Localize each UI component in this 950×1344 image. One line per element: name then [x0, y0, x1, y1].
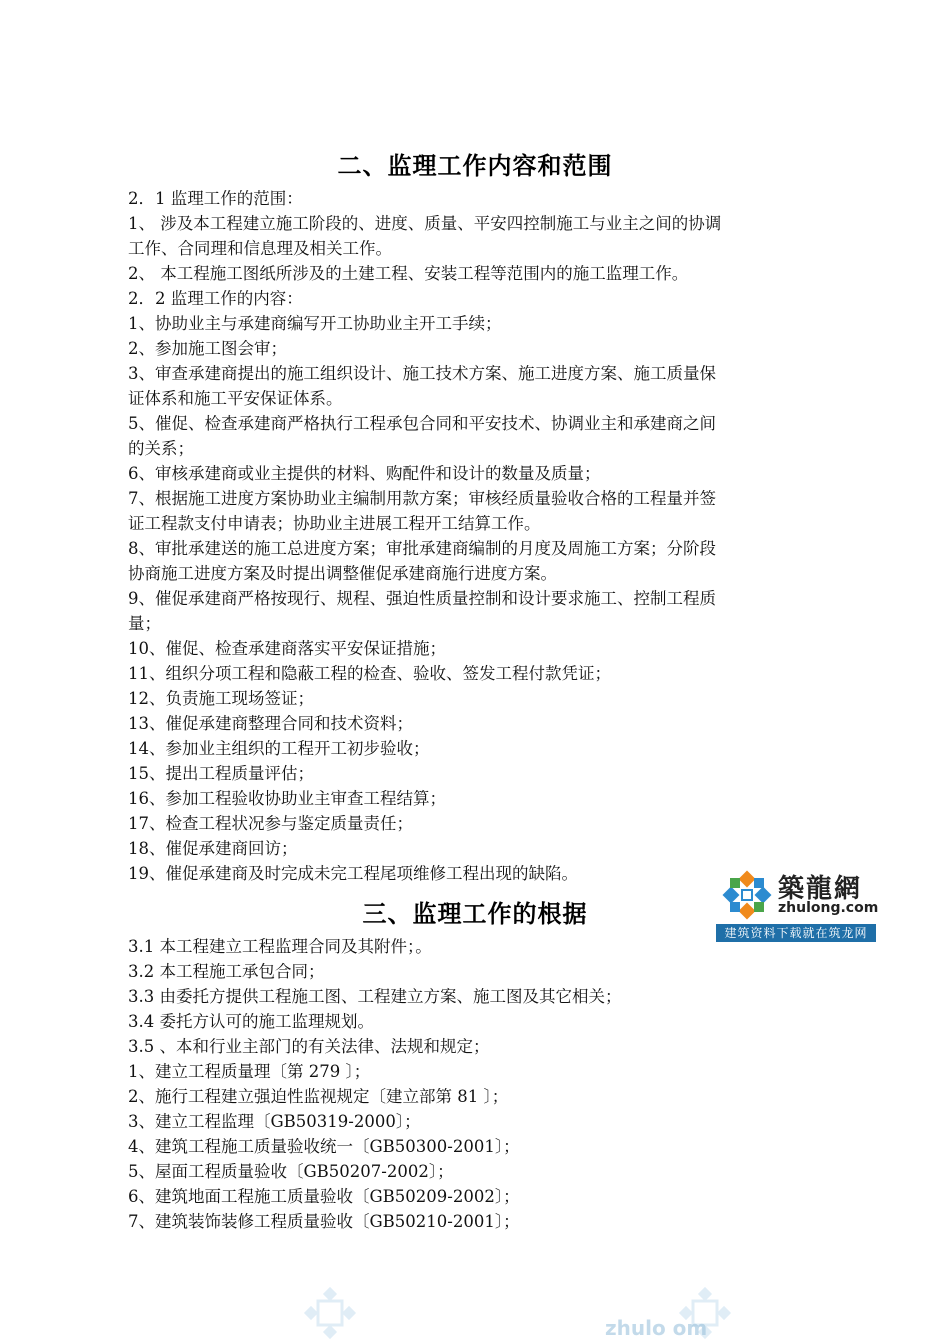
text-line: 3.2 本工程施工承包合同； [128, 962, 325, 981]
text-line: 3.5 、本和行业主部门的有关法律、法规和规定； [128, 1037, 490, 1056]
text-line: 3.1 本工程建立工程监理合同及其附件；。 [128, 937, 432, 956]
section-3-heading: 三、监理工作的根据 [362, 900, 588, 928]
text-line: 19、催促承建商及时完成未完工程尾项维修工程出现的缺陷。 [128, 864, 578, 883]
zhulong-logo [716, 866, 879, 942]
text-line: 8、审批承建送的施工总进度方案；审批承建商编制的月度及周施工方案；分阶段 [128, 539, 716, 558]
text-line: 1、协助业主与承建商编写开工协助业主开工手续； [128, 314, 502, 333]
text-line: 10、催促、检查承建商落实平安保证措施； [128, 639, 446, 658]
logo-slogan: 建筑资料下载就在筑龙网 [716, 924, 876, 942]
text-line: 证体系和施工平安保证体系。 [128, 389, 343, 408]
text-line: 12、负责施工现场签证； [128, 689, 314, 708]
text-line: 6、建筑地面工程施工质量验收〔GB50209-2002〕； [128, 1187, 520, 1206]
text-line: 的关系； [128, 439, 194, 458]
text-line: 2、 本工程施工图纸所涉及的土建工程、安装工程等范围内的施工监理工作。 [128, 264, 689, 283]
text-line: 5、催促、检查承建商严格执行工程承包合同和平安技术、协调业主和承建商之间 [128, 414, 716, 433]
text-line: 11、组织分项工程和隐蔽工程的检查、验收、签发工程付款凭证； [128, 664, 611, 683]
text-line: 13、催促承建商整理合同和技术资料； [128, 714, 413, 733]
text-line: 17、检查工程状况参与鉴定质量责任； [128, 814, 413, 833]
section-2-heading: 二、监理工作内容和范围 [337, 152, 613, 180]
text-line: 2．2 监理工作的内容： [128, 289, 303, 308]
logo-domain: zhulong.com [778, 900, 879, 916]
zhulong-snowflake-icon [720, 868, 774, 922]
text-line: 2．1 监理工作的范围： [128, 189, 303, 208]
text-line: 16、参加工程验收协助业主审查工程结算； [128, 789, 446, 808]
text-line: 7、建筑装饰装修工程质量验收〔GB50210-2001〕； [128, 1212, 520, 1231]
text-line: 1、建立工程质量理〔第 279 〕； [128, 1062, 371, 1081]
text-line: 6、审核承建商或业主提供的材料、购配件和设计的数量及质量； [128, 464, 601, 483]
text-line: 量； [128, 614, 161, 633]
text-line: 7、根据施工进度方案协助业主编制用款方案；审核经质量验收合格的工程量并签 [128, 489, 716, 508]
text-line: 3、建立工程监理〔GB50319-2000〕； [128, 1112, 421, 1131]
text-line: 1、 涉及本工程建立施工阶段的、进度、质量、平安四控制施工与业主之间的协调 [128, 214, 722, 233]
text-line: 3.4 委托方认可的施工监理规划。 [128, 1012, 374, 1031]
text-line: 协商施工进度方案及时提出调整催促承建商施行进度方案。 [128, 564, 557, 583]
text-line: 2、参加施工图会审； [128, 339, 287, 358]
text-line: 证工程款支付申请表；协助业主进展工程开工结算工作。 [128, 514, 541, 533]
text-line: 15、提出工程质量评估； [128, 764, 314, 783]
text-line: 9、催促承建商严格按现行、规程、强迫性质量控制和设计要求施工、控制工程质 [128, 589, 716, 608]
logo-name: 築龍網 [778, 874, 863, 904]
text-line: 4、建筑工程施工质量验收统一〔GB50300-2001〕； [128, 1137, 520, 1156]
text-line: 工作、合同理和信息理及相关工作。 [128, 239, 392, 258]
watermark-snowflake-icon [300, 1285, 360, 1341]
text-line: 3、审查承建商提出的施工组织设计、施工技术方案、施工进度方案、施工质量保 [128, 364, 716, 383]
text-line: 2、施行工程建立强迫性监视规定〔建立部第 81 〕； [128, 1087, 509, 1106]
text-line: 5、屋面工程质量验收〔GB50207-2002〕； [128, 1162, 454, 1181]
text-line: 18、催促承建商回访； [128, 839, 298, 858]
text-line: 3.3 由委托方提供工程施工图、工程建立方案、施工图及其它相关； [128, 987, 622, 1006]
text-line: 14、参加业主组织的工程开工初步验收； [128, 739, 430, 758]
watermark-text: zhulo om [605, 1316, 708, 1340]
